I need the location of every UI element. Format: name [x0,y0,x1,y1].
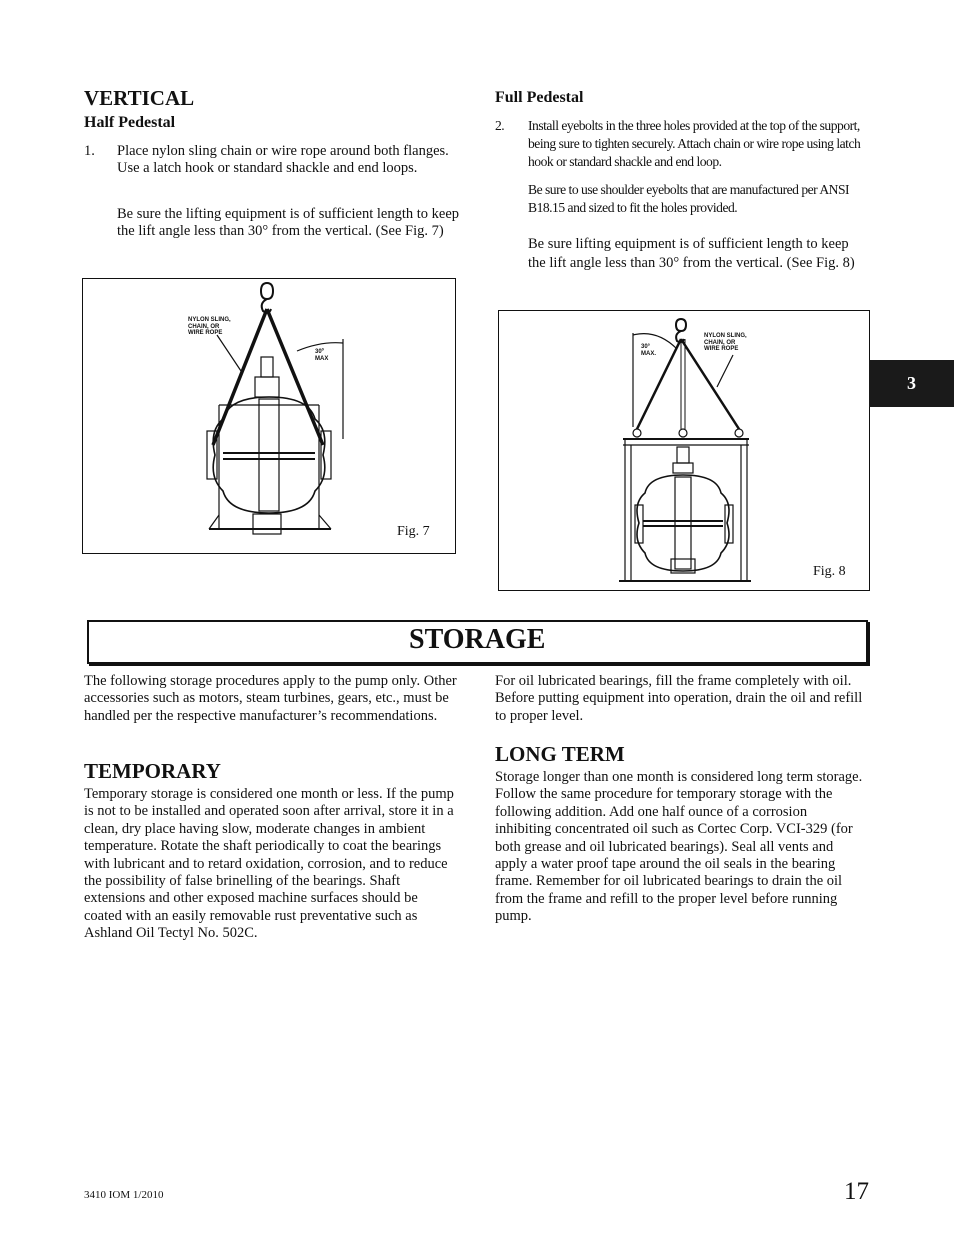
fig8-angle-label: 30° MAX. [641,344,656,357]
list-item-1-note: Be sure the lifting equipment is of sufficient length to keep the lift angle less than 30° from the vertical. (See Fig. 7) [117,206,460,240]
storage-banner [87,620,868,664]
list-item-2-note-eyebolts: Be sure to use shoulder eyebolts that are manufactured per ANSI B18.15 and sized to fit the holes provided. [528,182,850,215]
list-item-2-note-length: Be sure lifting equipment is of sufficient length to keep the lift angle less than 30° from the vertical. (See Fig. 8) [528,236,855,271]
page-number: 17 [844,1178,869,1205]
fig8-caption: Fig. 8 [813,564,846,579]
section-heading-long-term: LONG TERM [495,742,625,766]
list-number-1: 1. [84,143,95,159]
chapter-tab: 3 [869,360,954,407]
fig7-sling-label: NYLON SLING, CHAIN, OR WIRE ROPE [188,317,231,336]
oil-lubrication-note: For oil lubricated bearings, fill the frame completely with oil. Before putting equipment into operation, drain the oil and refill to proper level. [495,673,863,724]
list-number-2: 2. [495,118,505,133]
section-heading-temporary: TEMPORARY [84,759,221,783]
storage-intro: The following storage procedures apply to the pump only. Other accessories such as motors, steam turbines, gears, etc., must be handled per the respective manufacturer’s recommendations. [84,673,457,724]
long-term-text: Storage longer than one month is considered long term storage. Follow the same procedure for temporary storage with the following addition. Add one half ounce of a corrosion inhibiting concentrated oil such as Cortec Corp. VCI-329 (for both grease and oil lubricated bearings). Seal all vents and apply a water proof tape around the oil seals in the bearing frame. Remember for oil lubricated bearings to drain the oil from the frame and refill to the proper level before running pump. [495,769,863,925]
footer-doc-id: 3410 IOM 1/2010 [84,1189,164,1201]
section-heading-vertical: VERTICAL [84,86,195,110]
figure-7-drawing [83,279,455,553]
list-item-1-text: Place nylon sling chain or wire rope around both flanges. Use a latch hook or standard shackle and end loops. [117,143,449,177]
subheading-half-pedestal: Half Pedestal [84,114,176,131]
list-item-2-text: Install eyebolts in the three holes provided at the top of the support, being sure to tighten securely. Attach chain or wire rope using latch hook or standard shackle and end loop. [528,118,861,169]
fig7-caption: Fig. 7 [397,524,430,539]
figure-8-drawing [499,311,869,590]
storage-title: STORAGE [409,624,546,655]
figure-8 [498,310,870,591]
subheading-full-pedestal: Full Pedestal [495,89,584,106]
figure-7 [82,278,456,554]
fig8-sling-label: NYLON SLING, CHAIN, OR WIRE ROPE [704,333,747,352]
fig7-angle-label: 30º MAX [315,349,329,362]
temporary-text: Temporary storage is considered one month or less. If the pump is not to be installed and operated soon after arrival, store it in a clean, dry place having slow, moderate changes in ambient temperature. Rotate the shaft periodically to coat the bearings with lubricant and to retard oxidation, corrosion, and to reduce the possibility of false brinelling of the bearings. Shaft extensions and other exposed machine surfaces should be coated with an easily removable rust preventative such as Ashland Oil Tectyl No. 502C. [84,786,454,942]
